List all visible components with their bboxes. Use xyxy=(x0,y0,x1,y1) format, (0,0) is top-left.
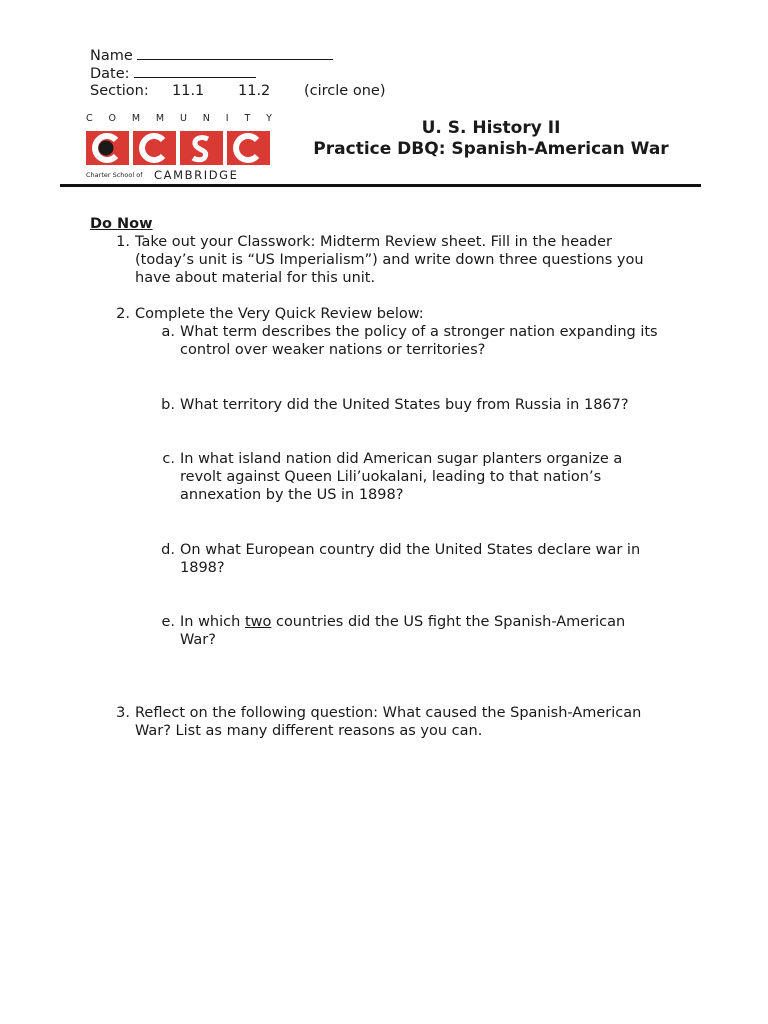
question-text-line: annexation by the US in 1898? xyxy=(180,487,404,503)
question-text-line: In what island nation did American sugar planters organize a xyxy=(180,451,623,467)
item-number: 1. xyxy=(116,234,130,250)
logo-community-word: C O M M U N I T Y xyxy=(86,113,272,124)
item-text-line: War? List as many different reasons as you can. xyxy=(135,723,483,739)
section-note: (circle one) xyxy=(304,83,386,99)
item-text-line: (today’s unit is “US Imperialism”) and write down three questions you xyxy=(135,252,644,268)
school-logo xyxy=(86,113,272,181)
logo-cambridge-text: CAMBRIDGE xyxy=(154,168,239,182)
question-text-line: What term describes the policy of a stronger nation expanding its xyxy=(180,324,658,340)
question-letter: b. xyxy=(161,397,175,413)
date-blank xyxy=(134,64,256,78)
section-option-1: 11.1 xyxy=(172,83,205,99)
name-label: Name xyxy=(90,48,133,64)
logo-letter-c-3 xyxy=(227,131,270,165)
question-text-line: War? xyxy=(180,632,216,648)
question-text-line: In which two countries did the US fight the Spanish-American xyxy=(180,614,626,630)
name-blank xyxy=(137,46,333,60)
name-field xyxy=(90,46,385,64)
logo-letter-c-1 xyxy=(86,131,129,165)
student-info-fields xyxy=(90,46,385,100)
question-letter: d. xyxy=(161,542,175,558)
item-number: 3. xyxy=(116,705,130,721)
question-letter: e. xyxy=(161,614,175,630)
question-text-line: On what European country did the United States declare war in xyxy=(180,542,641,558)
section-field xyxy=(90,82,385,100)
logo-letter-c-2 xyxy=(133,131,176,165)
question-text-line: revolt against Queen Lili’uokalani, leading to that nation’s xyxy=(180,469,602,485)
logo-letter-s xyxy=(180,131,223,165)
item-text-line: Reflect on the following question: What caused the Spanish-American xyxy=(135,705,642,721)
question-text-line: control over weaker nations or territories? xyxy=(180,342,486,358)
do-now-section xyxy=(90,215,690,739)
question-letter: c. xyxy=(162,451,175,467)
assignment-title: Practice DBQ: Spanish-American War xyxy=(313,139,669,159)
item-text-line: Complete the Very Quick Review below: xyxy=(135,306,424,322)
course-title: U. S. History II xyxy=(421,118,561,138)
question-text-line: 1898? xyxy=(180,560,225,576)
logo-charter-text: Charter School of xyxy=(86,171,143,179)
date-label: Date: xyxy=(90,66,130,82)
question-text-line: What territory did the United States buy from Russia in 1867? xyxy=(180,397,629,413)
date-field xyxy=(90,64,385,82)
document-title xyxy=(300,118,682,160)
emphasized-word: two xyxy=(244,614,272,630)
section-label: Section: xyxy=(90,83,149,99)
question-letter: a. xyxy=(161,324,175,340)
item-number: 2. xyxy=(116,306,130,322)
section-option-2: 11.2 xyxy=(238,83,271,99)
do-now-heading: Do Now xyxy=(90,216,153,232)
header-divider xyxy=(60,184,701,187)
logo-bottom-text xyxy=(86,168,272,182)
item-text-line: Take out your Classwork: Midterm Review sheet. Fill in the header xyxy=(135,234,612,250)
item-text-line: have about material for this unit. xyxy=(135,270,376,286)
